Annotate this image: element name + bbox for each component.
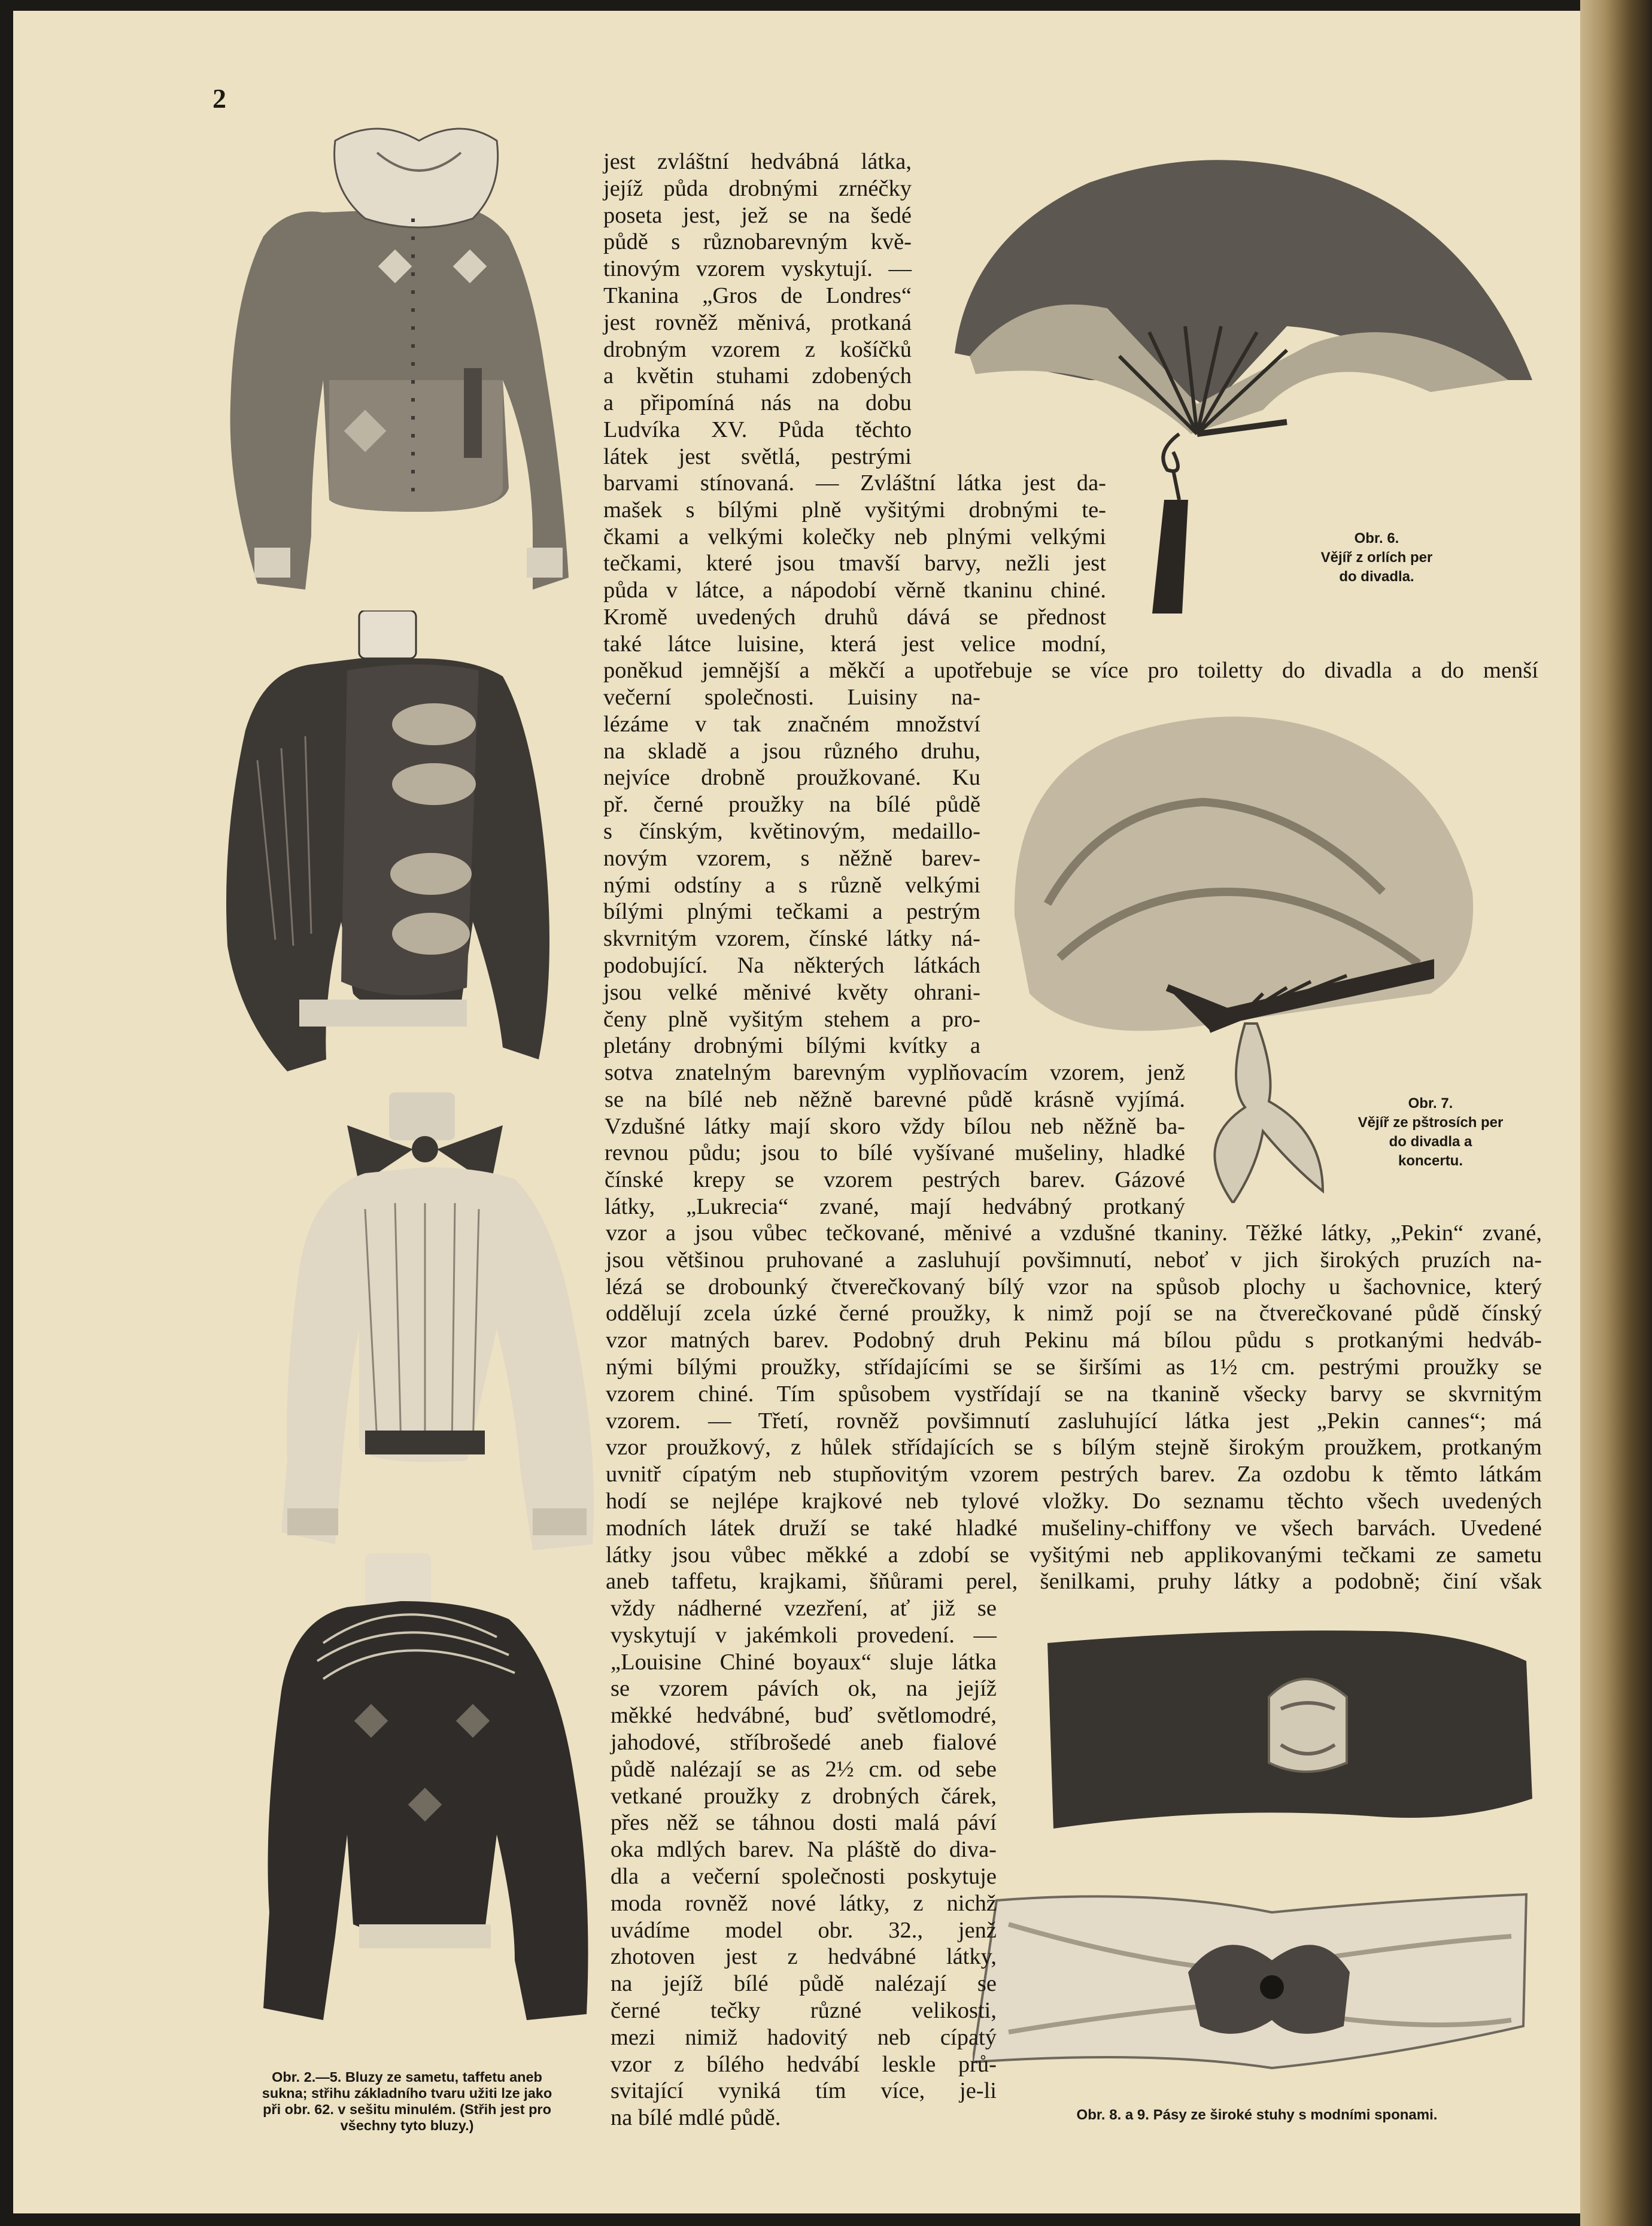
text-line: vzor matných barev. Podobný druh Pekinu má bílou půdu s protkanými hedváb- <box>606 1328 1542 1353</box>
text-line: jsou velké měnivé květy ohrani- <box>603 979 980 1005</box>
text-line: modních látek druží se také hladké mušeliny-chiffony ve všech barvách. Uvedené <box>606 1515 1542 1541</box>
text-line: se na bílé neb něžně barevné půdě krásně vyjímá. <box>605 1086 1185 1112</box>
caption-fig2-5-line: sukna; střihu základního tvaru užiti lze jako <box>262 2085 552 2101</box>
text-line: půdě nalézají se as 2½ cm. od sebe <box>611 1756 997 1782</box>
text-line: vždy nádherné vzezření, ať již se <box>611 1596 997 1621</box>
text-line: drobným vzorem z košíčků <box>603 336 912 362</box>
caption-fig7-line: do divadla a <box>1389 1134 1472 1150</box>
text-line: hodí se nejlépe krajkové neb tylové vložky. Do seznamu těchto všech uvedených <box>606 1488 1542 1514</box>
text-line: zhotoven jest z hedvábné látky, <box>611 1944 997 1970</box>
text-line: čeny plně vyšitým stehem a pro- <box>603 1006 980 1032</box>
caption-fig8-9: Obr. 8. a 9. Pásy ze široké stuhy s modními sponami. <box>1076 2107 1438 2123</box>
text-line: jahodové, stříbrošedé aneb fialové <box>611 1729 997 1755</box>
text-line: Kromě uvedených druhů dává se přednost <box>603 604 1106 630</box>
belt-illustration-9 <box>973 1876 1532 2080</box>
text-line: čkami a velkými kolečky neb plnými velkými <box>603 524 1106 549</box>
caption-fig6-line: do divadla. <box>1339 569 1414 585</box>
text-line: uvádíme model obr. 32., jenž <box>611 1917 997 1943</box>
text-line: nými odstíny a s různě velkými <box>603 872 980 898</box>
text-line: na jejíž bílé půdě nalézají se <box>611 1971 997 1997</box>
text-line: přes něž se táhnou dosti malá páví <box>611 1810 997 1836</box>
text-line: lézáme v tak značném množství <box>603 711 980 737</box>
text-line: látky jsou vůbec měkké a zdobí se vyšitými neb applikovanými tečkami ze sametu <box>606 1542 1542 1568</box>
caption-fig2-5-line: Obr. 2.—5. Bluzy ze sametu, taffetu aneb <box>272 2069 542 2085</box>
text-block-2 <box>603 470 1106 658</box>
text-line: poněkud jemnější a měkčí a upotřebuje se více pro toiletty do divadla a do menší <box>603 658 1538 683</box>
text-line: barvami stínovaná. — Zvláštní látka jest da- <box>603 470 1106 496</box>
text-line: vzor proužkový, z hůlek střídajících se s bílým stejně širokým proužkem, protkaným <box>606 1435 1542 1460</box>
text-line: černé tečky různé velikosti, <box>611 1997 997 2023</box>
blouse-illustration-2 <box>221 117 569 608</box>
text-line: na bílé mdlé půdě. <box>611 2105 781 2131</box>
text-line: vyskytují v jakémkoli provedení. — <box>611 1622 997 1648</box>
text-line: vzor z bílého hedvábí leskle prů- <box>611 2051 997 2077</box>
text-line: půdě s různobarevným kvě- <box>603 229 912 255</box>
text-line: svitající vyniká tím více, je-li <box>611 2078 997 2104</box>
caption-fig7-line: koncertu. <box>1398 1153 1463 1169</box>
text-line: nejvíce drobně proužkované. Ku <box>603 765 980 791</box>
text-line: Tkanina „Gros de Londres“ <box>603 283 912 308</box>
text-line: aneb taffetu, krajkami, šňůrami perel, šenilkami, pruhy látky a podobně; činí však <box>606 1569 1542 1595</box>
text-line: tinovým vzorem vyskytují. — <box>603 256 912 282</box>
text-line: lézá se drobounký čtverečkovaný bílý vzor na spůsob plochy u šachovnice, který <box>606 1274 1542 1299</box>
text-line: př. černé proužky na bílé půdě <box>603 792 980 818</box>
blouse-illustration-5 <box>257 1553 599 2032</box>
caption-fig7-line: Obr. 7. <box>1408 1095 1453 1112</box>
blouse-illustration-4 <box>275 1089 599 1556</box>
text-line: nými bílými proužky, střídajícími se se širšími as 1½ cm. pestrými proužky se <box>606 1354 1542 1380</box>
text-line: jest rovněž měnivá, protkaná <box>603 309 912 335</box>
text-line: večerní společnosti. Luisiny na- <box>603 685 980 710</box>
text-block-5 <box>605 1059 1185 1220</box>
caption-fig2-5-line: všechny tyto bluzy.) <box>340 2118 474 2133</box>
text-line: mezi nimiž hadovitý neb cípatý <box>611 2024 997 2050</box>
text-block-1 <box>603 148 912 470</box>
text-block-7 <box>611 1595 997 2131</box>
text-line: oddělují zcela úzké černé proužky, k nimž pojí se na čtverečkované půdě čínský <box>606 1301 1542 1326</box>
caption-fig2-5-line: při obr. 62. v sešitu minulém. (Střih jest pro <box>263 2102 551 2117</box>
text-line: podobující. Na některých látkách <box>603 952 980 978</box>
text-line: Ludvíka XV. Půda těchto <box>603 417 912 442</box>
text-line: vzorem chiné. Tím spůsobem vystřídají se na tkanině všecky barvy se skvrnitým <box>606 1381 1542 1407</box>
text-line: „Louisine Chiné boyaux“ sluje látka <box>611 1649 997 1675</box>
text-block-3 <box>603 657 1538 684</box>
text-line: látek jest světlá, pestrými <box>603 444 912 469</box>
text-line: sotva znatelným barevným vyplňovacím vzorem, jenž <box>605 1060 1185 1085</box>
text-line: látky, „Lukrecia“ zvané, mají hedvábný protkaný <box>605 1194 1185 1219</box>
belt-illustration-8 <box>1041 1625 1532 1841</box>
caption-fig6-line: Vějíř z orlích per <box>1320 549 1433 566</box>
text-line: také látce luisine, která jest velice modní, <box>603 631 1106 657</box>
text-line: jest zvláštní hedvábná látka, <box>603 149 912 174</box>
text-line: oka mdlých barev. Na pláště do diva- <box>611 1837 997 1863</box>
text-line: se vzorem pávích ok, na jejíž <box>611 1676 997 1702</box>
text-line: bílými plnými tečkami a pestrým <box>603 899 980 925</box>
text-line: půda v látce, a nápodobí věrně tkaninu chiné. <box>603 578 1106 603</box>
text-line: vetkané proužky z drobných čárek, <box>611 1783 997 1809</box>
caption-fig6-line: Obr. 6. <box>1354 530 1399 546</box>
text-line: tečkami, které jsou tmavší barvy, nežli jest <box>603 551 1106 576</box>
text-line: a květin stuhami zdobených <box>603 363 912 389</box>
text-line: jejíž půda drobnými zrnéčky <box>603 175 912 201</box>
text-line: a připomíná nás na dobu <box>603 390 912 416</box>
text-line: skvrnitým vzorem, čínské látky ná- <box>603 926 980 952</box>
text-line: pletány drobnými bílými kvítky a <box>603 1033 980 1059</box>
text-line: s čínským, květinovým, medaillo- <box>603 818 980 844</box>
text-line: měkké hedvábné, buď světlomodré, <box>611 1703 997 1729</box>
text-line: Vzdušné látky mají skoro vždy bílou neb něžně ba- <box>605 1113 1185 1139</box>
text-block-4 <box>603 684 980 1059</box>
text-line: čínské krepy se vzorem pestrých barev. Gázové <box>605 1167 1185 1193</box>
text-line: moda rovněž nové látky, z nichž <box>611 1890 997 1916</box>
caption-fig2-5 <box>221 2069 593 2134</box>
text-block-6 <box>606 1220 1542 1595</box>
book-spine <box>1580 0 1652 2226</box>
text-line: jsou většinou pruhované a zasluhují povšimnutí, neboť v jich širokých pruzích na- <box>606 1247 1542 1273</box>
caption-fig6 <box>1281 529 1472 587</box>
blouse-illustration-3 <box>221 611 557 1083</box>
text-line: vzorem. — Třetí, rovněž povšimnutí zasluhující látka jest „Pekin cannes“; má <box>606 1408 1542 1434</box>
text-line: novým vzorem, s něžně barev- <box>603 845 980 871</box>
caption-fig7 <box>1332 1094 1529 1171</box>
text-line: vzor a jsou vůbec tečkované, měnivé a vzdušné tkaniny. Těžké látky, „Pekin“ zvané, <box>606 1220 1542 1246</box>
page-number: 2 <box>212 83 226 114</box>
text-line: mašek s bílými plně vyšitými drobnými te- <box>603 497 1106 523</box>
text-line: na skladě a jsou různého druhu, <box>603 738 980 764</box>
text-line: poseta jest, jež se na šedé <box>603 202 912 228</box>
text-line: dla a večerní společnosti poskytuje <box>611 1863 997 1889</box>
caption-fig7-line: Vějíř ze pštrosích per <box>1358 1114 1504 1131</box>
text-line: revnou půdu; jsou to bílé vyšívané mušeliny, hladké <box>605 1140 1185 1166</box>
text-line: uvnitř cípatým neb stupňovitým vzorem pestrých barev. Za ozdobu k těmto látkám <box>606 1462 1542 1487</box>
